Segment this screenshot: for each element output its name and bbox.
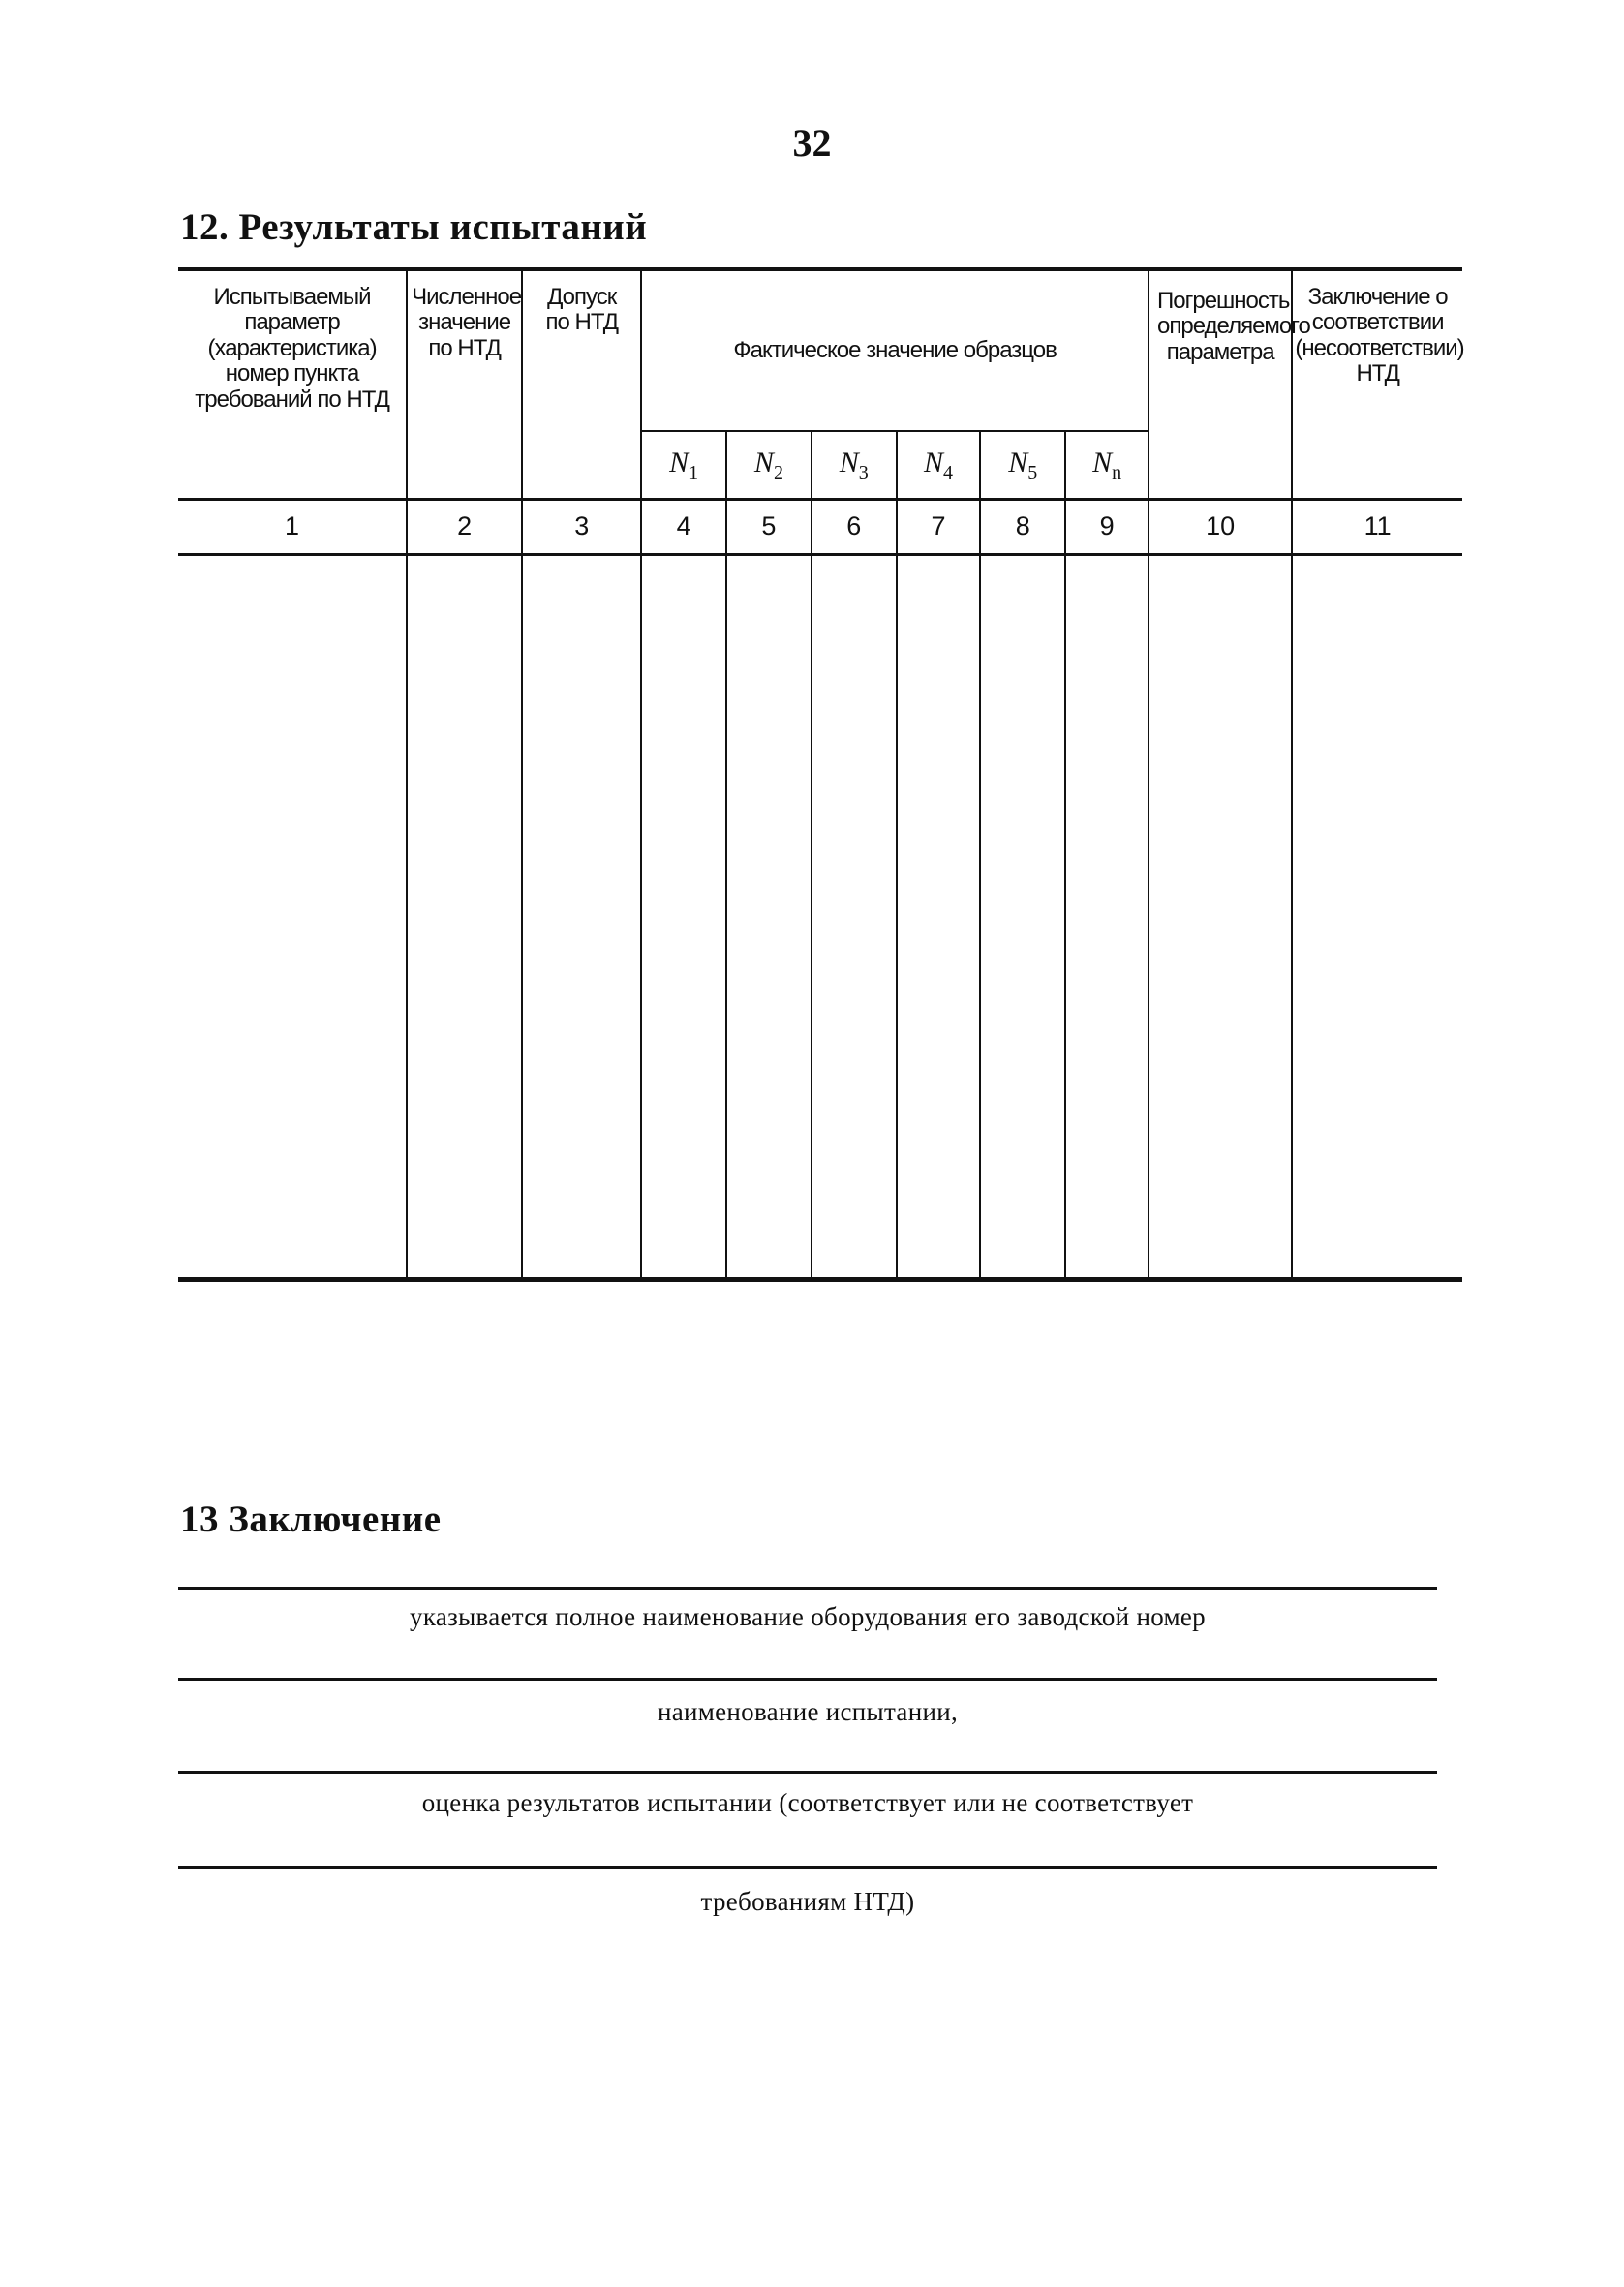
column-number-row bbox=[178, 500, 1462, 555]
sample-label-n5: $N_5$ bbox=[980, 431, 1065, 500]
column-number: 5 bbox=[726, 500, 812, 555]
table-cell bbox=[407, 555, 522, 1280]
sample-label-n1: $N_1$ bbox=[641, 431, 726, 500]
fill-in-line bbox=[178, 1678, 1437, 1681]
page-number: 32 bbox=[792, 121, 832, 165]
fill-in-line bbox=[178, 1866, 1437, 1869]
sample-label-n3: $N_3$ bbox=[812, 431, 897, 500]
table-cell bbox=[726, 555, 812, 1280]
caption-ntd-requirements: требованиям НТД) bbox=[700, 1887, 915, 1916]
header-actual-values: Фактическое значение образцов bbox=[641, 269, 1149, 431]
section-13-title: 13 Заключение bbox=[180, 1499, 442, 1540]
column-number: 6 bbox=[812, 500, 897, 555]
header-numeric-value: Численное значение по НТД bbox=[407, 269, 522, 500]
column-number: 3 bbox=[522, 500, 641, 555]
table-cell bbox=[522, 555, 641, 1280]
header-error: Погрешность определяемого параметра bbox=[1149, 269, 1292, 500]
column-number: 9 bbox=[1065, 500, 1149, 555]
header-tolerance: Допуск по НТД bbox=[522, 269, 641, 500]
fill-in-line bbox=[178, 1771, 1437, 1774]
table-cell bbox=[1149, 555, 1292, 1280]
table-cell bbox=[641, 555, 726, 1280]
table-cell bbox=[812, 555, 897, 1280]
header-parameter: Испытываемый параметр (характеристика) номер пункта требований по НТД bbox=[178, 269, 407, 500]
column-number: 8 bbox=[980, 500, 1065, 555]
column-number: 11 bbox=[1292, 500, 1462, 555]
header-row bbox=[178, 269, 1462, 431]
sample-label-n4: $N_4$ bbox=[897, 431, 981, 500]
table-cell bbox=[980, 555, 1065, 1280]
table-cell bbox=[897, 555, 981, 1280]
column-number: 2 bbox=[407, 500, 522, 555]
table-body-row bbox=[178, 555, 1462, 1280]
sample-label-n2: $N_2$ bbox=[726, 431, 812, 500]
column-number: 7 bbox=[897, 500, 981, 555]
header-conclusion: Заключение о соответствии (несоответствии) НТД bbox=[1292, 269, 1462, 500]
column-number: 4 bbox=[641, 500, 726, 555]
section-12-title: 12. Результаты испытаний bbox=[180, 206, 648, 248]
table-cell bbox=[1065, 555, 1149, 1280]
results-table bbox=[178, 267, 1462, 1282]
column-number: 10 bbox=[1149, 500, 1292, 555]
caption-equipment-name: указывается полное наименование оборудования его заводской номер bbox=[410, 1602, 1206, 1631]
table-cell bbox=[178, 555, 407, 1280]
fill-in-line bbox=[178, 1587, 1437, 1590]
sample-label-nn: $N_n$ bbox=[1065, 431, 1149, 500]
caption-test-name: наименование испытании, bbox=[657, 1697, 959, 1726]
caption-results-evaluation: оценка результатов испытании (соответствует или не соответствует bbox=[421, 1788, 1194, 1817]
table-cell bbox=[1292, 555, 1462, 1280]
column-number: 1 bbox=[178, 500, 407, 555]
